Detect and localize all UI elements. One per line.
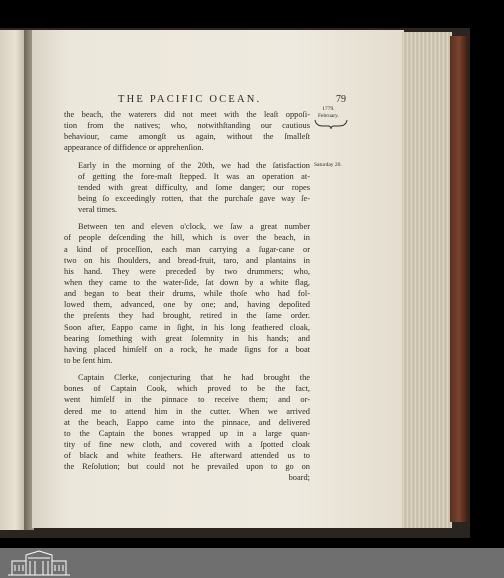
text-line: tended with great difficulty, and ſome danger; our ropes [78,182,310,192]
paragraph-2 [64,160,310,216]
text-line: of getting the fore-maſt ſtepped. It was an operation at- [78,171,310,181]
left-page-edge [0,30,26,530]
page-number: 79 [336,94,346,105]
text-line: a kind of proceſſion, each man carrying a ſugar-cane or [64,244,310,254]
paragraph-4 [64,372,310,483]
paragraph-1 [64,109,310,154]
text-line: the Reſolution; but could not be prevailed upon to go on [64,462,310,472]
text-line: his hand. They were preceded by two drummers; who, [64,266,310,276]
text-line: Early in the morning of the 20th, we had the ſatisfaction [78,160,310,170]
paragraph-3 [64,221,310,366]
text-line: and began to beat their drums, while thoſe who had fol- [64,289,310,299]
text-line: tion from the natives; who, notwithſtanding our cautious [64,121,310,131]
text-line: when they came to the water-ſide, ſat down by a white flag, [64,277,310,287]
body-text [64,109,310,484]
text-line: Captain Clerke, conjecturing that he had brought the [78,373,310,383]
margin-year: 1779. [322,106,335,112]
text-line: lowed them, advanced, one by one; and, having depoſited [64,300,310,310]
text-line: the beach, the waterers did not meet with the leaſt oppoſi- [64,110,310,119]
page-edges [402,32,452,528]
text-line: being ſo exceedingly rotten, that the purchaſe gave way ſe- [78,193,310,203]
text-line: bones of Captain Cook, which proved to be the fact, [64,384,310,394]
text-line: of people deſcending the hill, which is over the beach, in [64,233,310,243]
text-line: having placed himſelf on a rock, he made ſigns for a boat [64,344,310,354]
text-line: board; [288,473,310,483]
margin-brace [314,118,348,130]
margin-note-day: Saturday 20. [314,162,342,168]
book-spine [450,36,468,522]
library-building-logo [6,549,72,577]
text-line: appearance of diffidence or apprehenſion. [64,143,204,153]
text-line: the preſents they had brought, retired in the ſame order. [64,311,310,321]
text-line: of black and white feathers. He afterward attended us to [64,451,310,461]
running-head: THE PACIFIC OCEAN. [118,94,262,105]
text-line: dered me to attend him in the cutter. When we arrived [64,406,310,416]
text-line: two on his ſhoulders, and bread-fruit, taro, and plantains in [64,255,310,265]
text-line: to be ſent him. [64,355,113,365]
text-line: at the beach, Eappo came into the pinnace, and delivered [64,417,310,427]
text-line: behaviour, came amongſt us again, without the ſmalleſt [64,132,310,142]
text-line: to the Captain the bones wrapped up in a large quan- [64,428,310,438]
text-line: veral times. [78,205,118,215]
text-line: tity of fine new cloth, and covered with a ſpotted cloak [64,439,310,449]
text-line: Between ten and eleven o'clock, we ſaw a great number [78,222,310,232]
text-line: went himſelf in the pinnace to receive them; and or- [64,395,310,405]
text-line: Soon after, Eappo came in ſight, in his long feathered cloak, [64,322,310,332]
footer-bar [0,548,504,578]
margin-month: February. [318,113,339,119]
text-line: bearing ſomething with great ſolemnity in his hands; and [64,333,310,343]
